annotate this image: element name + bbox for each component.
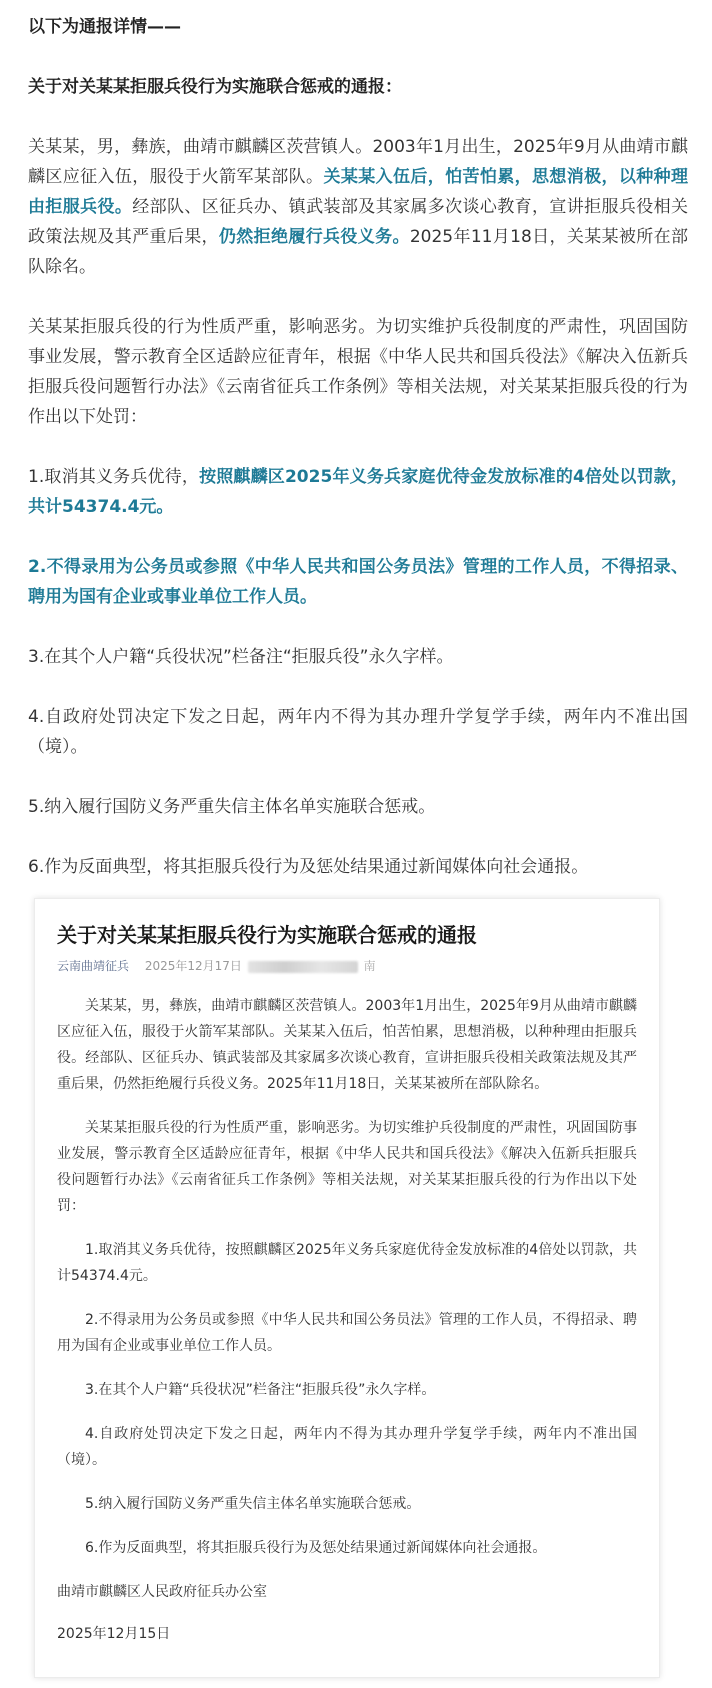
intro-line: 以下为通报详情—— — [28, 17, 181, 37]
blurred-region — [248, 961, 358, 973]
screenshot-meta — [57, 957, 637, 975]
paragraph-background — [28, 132, 688, 282]
p1-highlight-still-refused: 仍然拒绝履行兵役义务。 — [218, 227, 410, 247]
screenshot-item-3: 3.在其个人户籍“兵役状况”栏备注“拒服兵役”永久字样。 — [85, 1382, 436, 1398]
penalty-item-3: 3.在其个人户籍“兵役状况”栏备注“拒服兵役”永久字样。 — [28, 647, 454, 667]
screenshot-meta-tail: 南 — [363, 959, 376, 973]
screenshot-signature: 曲靖市麒麟区人民政府征兵办公室 — [57, 1584, 267, 1600]
item1-text: 1.取消其义务兵优待， — [28, 467, 200, 487]
screenshot-item-4: 4.自政府处罚决定下发之日起，两年内不得为其办理升学复学手续，两年内不准出国（境）。 — [57, 1426, 637, 1468]
screenshot-paragraph-2: 关某某拒服兵役的行为性质严重，影响恶劣。为切实维护兵役制度的严肃性，巩固国防事业发展，警示教育全区适龄应征青年，根据《中华人民共和国兵役法》《解决入伍新兵拒服兵役问题暂行办法》《云南省征兵工作条例》等相关法规，对关某某拒服兵役的行为作出以下处罚： — [57, 1120, 637, 1214]
p1-text-a: 关某某，男，彝族，曲靖市麒麟区茨营镇人。2003年1月出生，2025年9月从曲靖市麒麟区应征入伍，服役于火箭军某部队。 — [28, 137, 688, 187]
penalty-item-4: 4.自政府处罚决定下发之日起，两年内不得为其办理升学复学手续，两年内不准出国（境）。 — [28, 707, 688, 757]
penalty-item-1 — [28, 462, 688, 522]
penalty-item-5: 5.纳入履行国防义务严重失信主体名单实施联合惩戒。 — [28, 797, 436, 817]
notice-heading: 关于对关某某拒服兵役行为实施联合惩戒的通报： — [28, 77, 402, 97]
screenshot-date: 2025年12月17日 — [144, 959, 242, 973]
p1-text-c: 经部队、区征兵办、镇武装部及其家属多次谈心教育，宣讲拒服兵役相关政策法规及其严重后果， — [28, 197, 689, 247]
penalty-item-6: 6.作为反面典型，将其拒服兵役行为及惩处结果通过新闻媒体向社会通报。 — [28, 857, 589, 877]
p1-text-e: 2025年11月18日，关某某被所在部队除名。 — [28, 227, 689, 277]
screenshot-item-1: 1.取消其义务兵优待，按照麒麟区2025年义务兵家庭优待金发放标准的4倍处以罚款，共计54374.4元。 — [57, 1242, 637, 1284]
screenshot-item-6: 6.作为反面典型，将其拒服兵役行为及惩处结果通过新闻媒体向社会通报。 — [85, 1540, 547, 1556]
screenshot-item-2: 2.不得录用为公务员或参照《中华人民共和国公务员法》管理的工作人员，不得招录、聘用为国有企业或事业单位工作人员。 — [57, 1312, 637, 1354]
paragraph-legal-basis: 关某某拒服兵役的行为性质严重，影响恶劣。为切实维护兵役制度的严肃性，巩固国防事业发展，警示教育全区适龄应征青年，根据《中华人民共和国兵役法》《解决入伍新兵拒服兵役问题暂行办法》《云南省征兵工作条例》等相关法规，对关某某拒服兵役的行为作出以下处罚： — [28, 317, 688, 427]
screenshot-title: 关于对关某某拒服兵役行为实施联合惩戒的通报 — [57, 923, 477, 947]
screenshot-sign-date: 2025年12月15日 — [57, 1626, 171, 1642]
embedded-notice-screenshot — [34, 898, 660, 1678]
screenshot-paragraph-1: 关某某，男，彝族，曲靖市麒麟区茨营镇人。2003年1月出生，2025年9月从曲靖市麒麟区应征入伍，服役于火箭军某部队。关某某入伍后，怕苦怕累，思想消极，以种种理由拒服兵役。经部队、区征兵办、镇武装部及其家属多次谈心教育，宣讲拒服兵役相关政策法规及其严重后果，仍然拒绝履行兵役义务。2025年11月18日，关某某被所在部队除名。 — [57, 998, 637, 1092]
screenshot-item-5: 5.纳入履行国防义务严重失信主体名单实施联合惩戒。 — [85, 1496, 421, 1512]
p1-highlight-refusal: 关某某入伍后，怕苦怕累，思想消极，以种种理由拒服兵役。 — [28, 167, 689, 217]
item1-highlight-fine: 按照麒麟区2025年义务兵家庭优待金发放标准的4倍处以罚款，共计54374.4元。 — [28, 467, 688, 517]
screenshot-body — [57, 993, 637, 1647]
screenshot-source[interactable]: 云南曲靖征兵 — [57, 959, 130, 973]
penalty-item-2: 2.不得录用为公务员或参照《中华人民共和国公务员法》管理的工作人员，不得招录、聘用为国有企业或事业单位工作人员。 — [28, 557, 688, 607]
